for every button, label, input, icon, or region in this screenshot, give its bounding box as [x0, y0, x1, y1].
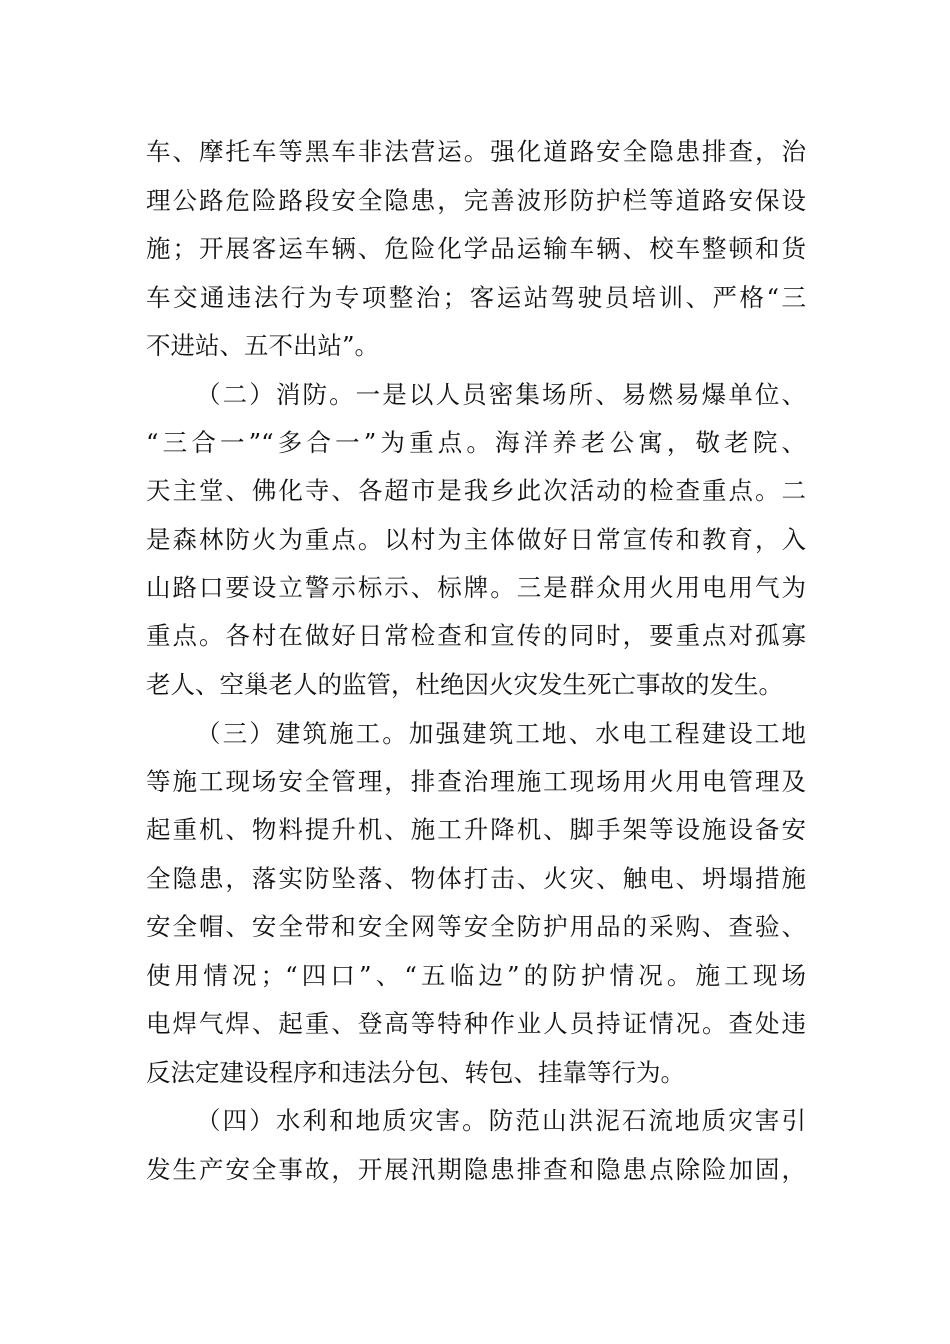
- text-line: 车、摩托车等黑车非法营运。强化道路安全隐患排查，治: [146, 137, 806, 166]
- text-line: 理公路危险路段安全隐患，完善波形防护栏等道路安保设: [146, 186, 806, 215]
- text-line: 使用情况；“四口”、“五临边”的防护情况。施工现场: [146, 961, 806, 990]
- text-line: 是森林防火为重点。以村为主体做好日常宣传和教育，入: [146, 525, 806, 554]
- text-line: 等施工现场安全管理，排查治理施工现场用火用电管理及: [146, 767, 806, 796]
- text-line: 全隐患，落实防坠落、物体打击、火灾、触电、坍塌措施: [146, 864, 806, 893]
- text-line: 山路口要设立警示标示、标牌。三是群众用火用电用气为: [146, 573, 806, 602]
- text-line: 起重机、物料提升机、施工升降机、脚手架等设施设备安: [146, 815, 806, 844]
- text-line: 老人、空巢老人的监管，杜绝因火灾发生死亡事故的发生。: [146, 670, 783, 699]
- text-line: “三合一”“多合一”为重点。海洋养老公寓，敬老院、: [146, 428, 806, 457]
- text-line: 不进站、五不出站”。: [146, 331, 380, 360]
- text-line: 反法定建设程序和违法分包、转包、挂靠等行为。: [146, 1058, 685, 1087]
- text-line: 车交通违法行为专项整治；客运站驾驶员培训、严格“三: [146, 283, 806, 312]
- text-line: 天主堂、佛化寺、各超市是我乡此次活动的检查重点。二: [146, 476, 806, 505]
- text-line: 安全帽、安全带和安全网等安全防护用品的采购、查验、: [146, 912, 806, 941]
- text-line: 电焊气焊、起重、登高等特种作业人员持证情况。查处违: [146, 1009, 806, 1038]
- text-line: 重点。各村在做好日常检查和宣传的同时，要重点对孤寡: [146, 621, 806, 650]
- section-heading-line: （二）消防。一是以人员密集场所、易燃易爆单位、: [196, 380, 806, 409]
- section-heading-line: （三）建筑施工。加强建筑工地、水电工程建设工地: [196, 719, 806, 748]
- text-line: 施；开展客运车辆、危险化学品运输车辆、校车整顿和货: [146, 234, 806, 263]
- section-heading-line: （四）水利和地质灾害。防范山洪泥石流地质灾害引: [196, 1106, 806, 1135]
- text-line: 发生产安全事故，开展汛期隐患排查和隐患点除险加固，: [146, 1155, 806, 1184]
